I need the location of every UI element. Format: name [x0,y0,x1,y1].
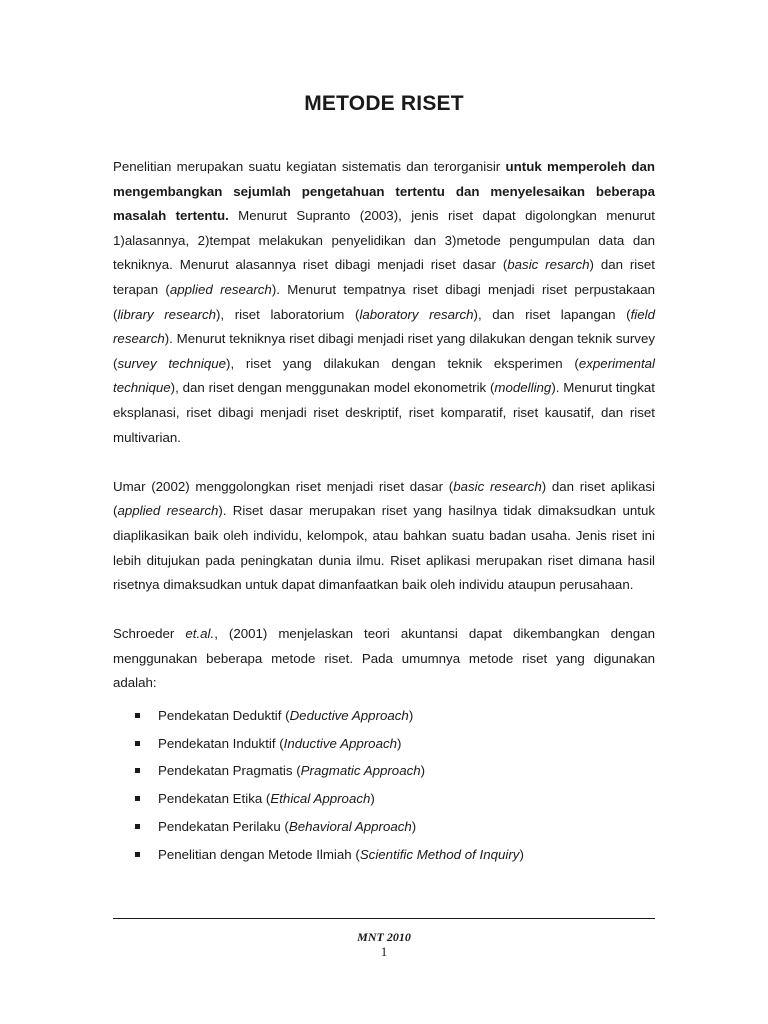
text-run: applied research [169,281,272,297]
footer-divider [113,918,655,919]
text-run: Umar (2002) menggolongkan riset menjadi riset dasar ( [113,478,454,494]
text-run: Penelitian merupakan suatu kegiatan sistematis dan terorganisir [113,159,506,174]
list-item-text: Pendekatan Deduktif ( [158,708,290,724]
list-item-text: Penelitian dengan Metode Ilmiah ( [158,846,360,862]
list-item-close: ) [519,846,524,862]
text-run: Menurut Supranto (2003), jenis riset dapat digolongkan menurut 1)alasannya, 2)tempat melakukan penyelidikan dan 3)metode pengumpulan data dan tekniknya. Menurut alasannya riset dibagi menjadi riset dasar ( [113,208,655,273]
square-bullet-icon [135,824,140,829]
list-item-close: ) [420,763,426,779]
text-run: basic research [453,478,542,494]
text-run: ), riset yang dilakukan dengan teknik eksperimen ( [226,355,579,371]
text-run: ). Menurut tempatnya riset dibagi menjadi riset perpustakaan ( [113,281,655,322]
text-run: ) dan riset terapan ( [113,257,655,297]
list-item-text: Pendekatan Etika ( [158,791,271,807]
square-bullet-icon [135,852,140,857]
method-list [113,702,655,868]
list-item [135,730,655,758]
list-item-english-term: Behavioral Approach [288,818,412,834]
square-bullet-icon [135,713,140,718]
list-item-close: ) [411,818,417,834]
paragraph-1 [113,155,655,450]
list-item [135,757,655,785]
text-run: Schroeder [113,626,186,642]
paragraph-2 [113,475,655,598]
document-body [113,155,655,868]
list-item-english-term: Scientific Method of Inquiry [359,846,520,862]
square-bullet-icon [135,768,140,773]
text-run: ), dan riset dengan menggunakan model ekonometrik ( [170,380,495,396]
list-item-text: Pendekatan Induktif ( [158,735,284,751]
text-run: survey technique [117,355,227,371]
text-run: et.al. [185,626,215,642]
list-item-close: ) [408,708,414,724]
list-item-close: ) [370,791,375,807]
list-item-english-term: Pragmatic Approach [300,763,421,779]
text-run: ), dan riset lapangan ( [473,306,631,322]
text-run: ). Menurut tingkat eksplanasi, riset dibagi menjadi riset deskriptif, riset komparatif, riset kausatif, dan riset multivarian. [113,380,655,445]
page-number: 1 [380,944,388,959]
text-run: library research [117,306,216,322]
text-run: experimental technique [113,355,655,396]
text-run: ). Menurut tekniknya riset dibagi menjadi riset yang dilakukan dengan teknik survey ( [113,331,655,371]
list-item-english-term: Deductive Approach [289,708,409,724]
text-run: modelling [494,380,552,396]
text-run: , (2001) menjelaskan teori akuntansi dapat dikembangkan dengan menggunakan beberapa metode riset. Pada umumnya metode riset yang digunakan adalah: [113,626,655,691]
list-item-text: Pendekatan Pragmatis ( [158,763,301,779]
square-bullet-icon [135,796,140,801]
footer-label: MNT 2010 [357,930,411,944]
list-item [135,813,655,841]
list-item [135,702,655,730]
text-run: laboratory resarch [359,306,474,322]
list-item-english-term: Inductive Approach [283,735,398,751]
list-item-english-term: Ethical Approach [270,791,371,807]
list-item-close: ) [397,735,402,751]
text-run: field research [113,306,655,347]
text-run: applied research [117,503,219,519]
list-item-text: Pendekatan Perilaku ( [158,818,289,834]
list-item [135,785,655,813]
text-run: ), riset laboratorium ( [216,306,360,322]
text-run: untuk memperoleh dan mengembangkan sejumlah pengetahuan tertentu dan menyelesaikan beberapa masalah tertentu. [113,159,655,224]
page-title: METODE RISET [304,92,464,115]
text-run: basic resarch [507,257,590,273]
text-run: ). Riset dasar merupakan riset yang hasilnya tidak dimaksudkan untuk diaplikasikan baik oleh individu, kelompok, atau bahkan suatu badan usaha. Jenis riset ini lebih ditujukan pada peningkatan dunia ilmu. Riset aplikasi merupakan riset dimana hasil risetnya dimaksudkan untuk dapat dimanfaatkan baik oleh individu ataupun perusahaan. [113,503,655,593]
text-run: ) dan riset aplikasi ( [113,478,655,519]
square-bullet-icon [135,741,140,746]
list-item [135,841,655,869]
paragraph-3 [113,622,655,696]
